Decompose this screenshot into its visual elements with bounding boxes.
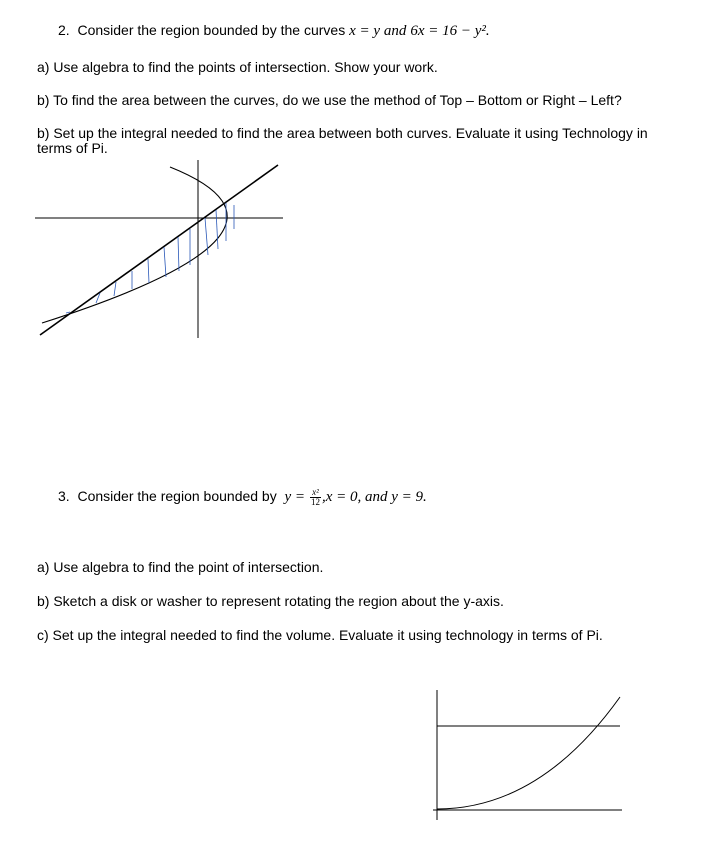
q2-eq2: 6x = 16 − y². (410, 23, 490, 39)
q2-eq1: x = y (349, 23, 381, 39)
q3-heading (58, 488, 427, 507)
q2-figure (30, 155, 290, 345)
q3-fraction (310, 488, 321, 507)
q2-heading (58, 22, 490, 40)
q2-parabola (42, 167, 227, 323)
q3-number: 3. (58, 488, 70, 505)
q2-and: and (383, 23, 407, 39)
q3-frac-num: x² (310, 488, 321, 498)
q3-text: Consider the region bounded by (77, 488, 277, 505)
q2-part-b1: b) To find the area between the curves, do we use the method of Top – Bottom or Right – Left? (37, 92, 622, 108)
q3-y-eq: y = (284, 489, 306, 506)
q2-number: 2. (58, 22, 70, 38)
q3-rest: ,x = 0, and y = 9. (321, 489, 427, 506)
q2-part-a: a) Use algebra to find the points of intersection. Show your work. (37, 59, 438, 75)
q3-frac-den: 12 (310, 497, 320, 507)
q2-part-b2: b) Set up the integral needed to find the area between both curves. Evaluate it using Technology in terms of Pi. (37, 125, 648, 156)
q2-text: Consider the region bounded by the curves (77, 22, 346, 38)
q3-parabola (437, 697, 620, 809)
q3-part-a: a) Use algebra to find the point of intersection. (37, 559, 324, 575)
q2-line-x-equals-y (40, 165, 278, 335)
q3-part-c: c) Set up the integral needed to find the volume. Evaluate it using technology in terms of Pi. (37, 627, 603, 643)
q3-figure (430, 685, 630, 825)
q2-shading (66, 203, 234, 313)
q3-part-b: b) Sketch a disk or washer to represent rotating the region about the y-axis. (37, 593, 504, 609)
